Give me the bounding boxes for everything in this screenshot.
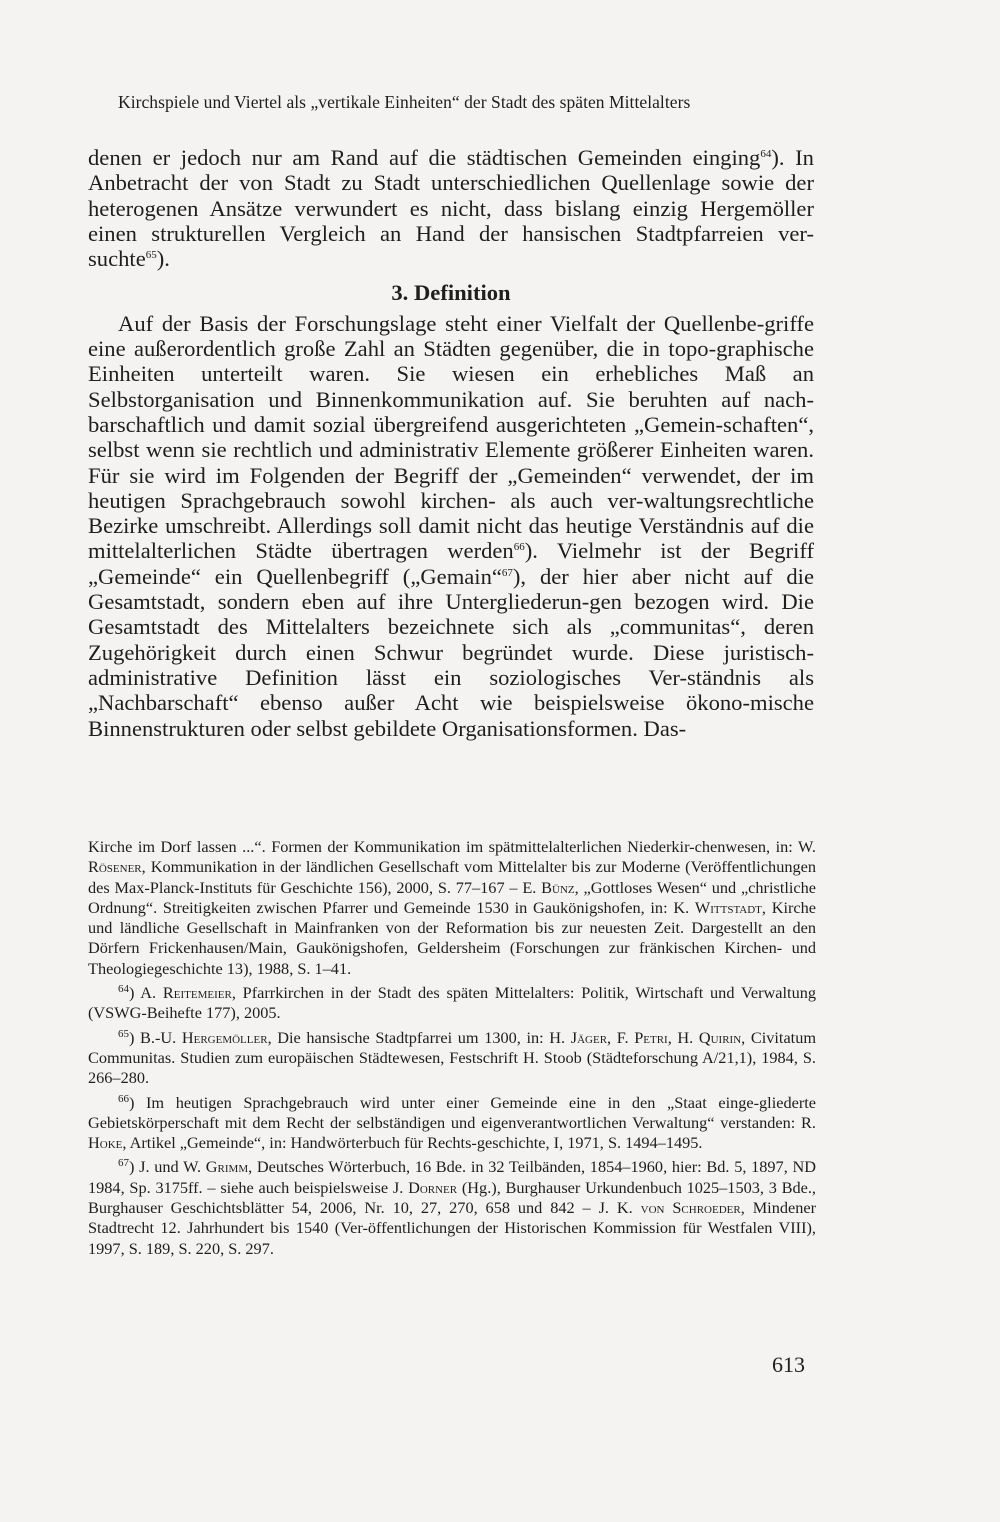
author-name: Bünz — [541, 877, 575, 897]
fn-text: ) A. — [129, 983, 163, 1003]
author-name: Grimm — [205, 1157, 249, 1177]
author-name: von Schroeder — [640, 1198, 741, 1218]
fn-text: , „Gottloses Wesen“ und „christliche Ordnung“. Streitigkeiten zwischen Pfarrer und Gemeinde 1530 in Gaukönigshofen, in: K. — [88, 877, 816, 917]
fn-text: , Civitatum Communitas. Studien zum europäischen Städtewesen, Festschrift H. Stoob (Städteforschung A/21,1), 1984, S. 266–280. — [88, 1027, 816, 1088]
fn-text: ) J. und W. — [129, 1157, 206, 1177]
footnote-64 — [88, 983, 816, 1024]
paragraph-1 — [88, 145, 814, 271]
author-name: Hoke — [88, 1133, 123, 1153]
author-name: Quirin — [698, 1027, 742, 1047]
author-name: Wittstadt — [694, 897, 762, 917]
footnote-number: 67 — [118, 1157, 129, 1170]
author-name: Rösener — [88, 857, 142, 877]
fn-text: ) B.-U. — [129, 1027, 182, 1047]
main-text — [88, 145, 814, 741]
footnote-65 — [88, 1028, 816, 1089]
footnotes — [88, 837, 816, 1263]
footnote-number: 65 — [118, 1027, 129, 1040]
footnote-ref-66[interactable]: 66 — [513, 541, 525, 554]
paragraph-1-text-b: ). In Anbetracht der von Stadt zu Stadt unterschiedlichen Quellenlage sowie der heterogenen Ansätze verwundert es nicht, dass bislang einzig Hergemöller einen strukturellen Vergleich an Hand der hansischen Stadtpfarreien ver-suchte — [88, 145, 814, 272]
fn-text: , H. — [667, 1027, 699, 1047]
fn-text: , Kirche und ländliche Gesellschaft in Mainfranken von der Reformation bis zur neuesten Zeit. Dargestellt an den Dörfern Frickenhausen/Main, Gaukönigshofen, Geldersheim (Forschungen zur fränkischen Kirchen- und Theologiegeschichte 13), 1988, S. 1–41. — [88, 897, 817, 978]
footnote-number: 66 — [118, 1092, 129, 1105]
paragraph-1-text-c: ). — [156, 246, 170, 272]
paragraph-2-text-c: ), der hier aber nicht auf die Gesamtstadt, sondern eben auf ihre Untergliederun-gen bezogen wird. Die Gesamtstadt des Mittelalters bezeichnete sich als „communitas“, deren Zugehörigkeit durch einen Schwur begründet wurde. Diese juristisch-administrative Definition lässt ein soziologisches Ver-ständnis als „Nachbarschaft“ ebenso außer Acht wie beispielsweise ökono-mische Binnenstrukturen oder selbst gebildete Organisationsformen. Das- — [88, 563, 814, 741]
paragraph-1-text-a: denen er jedoch nur am Rand auf die städtischen Gemeinden einging — [88, 145, 761, 170]
fn-text: , Mindener Stadtrecht 12. Jahrhundert bis 1540 (Ver-öffentlichungen der Historischen Kommission für Westfalen VIII), 1997, S. 189, S. 220, S. 297. — [88, 1198, 816, 1258]
fn-text: , F. — [607, 1027, 635, 1047]
section-heading: 3. Definition — [391, 280, 511, 306]
fn-text: , Pfarrkirchen in der Stadt des späten Mittelalters: Politik, Wirtschaft und Verwaltung (VSWG-Beihefte 177), 2005. — [88, 983, 816, 1023]
fn-text: (Hg.), Burghauser Urkundenbuch 1025–1503, 3 Bde., Burghauser Geschichtsblätter 54, 2006, Nr. 10, 27, 270, 658 und 842 – J. K. — [88, 1177, 816, 1218]
fn-text: , Artikel „Gemeinde“, in: Handwörterbuch für Rechts-geschichte, I, 1971, S. 1494–1495. — [122, 1133, 703, 1153]
fn-text: , Kommunikation in der ländlichen Gesellschaft vom Mittelalter bis zur Moderne (Veröffentlichungen des Max-Planck-Instituts für Geschichte 156), 2000, S. 77–167 – E. — [88, 857, 816, 897]
paragraph-2-text-b: ). Vielmehr ist der Begriff „Gemeinde“ ein Quellenbegriff („Gemain“ — [88, 538, 814, 589]
fn-text: , Deutsches Wörterbuch, 16 Bde. in 32 Teilbänden, 1854–1960, hier: Bd. 5, 1897, ND 1984, Sp. 3175ff. – siehe auch beispielsweise J. — [88, 1157, 817, 1197]
author-name: Hergemöller — [181, 1027, 268, 1047]
author-name: Dorner — [408, 1177, 458, 1197]
footnote-ref-67[interactable]: 67 — [501, 566, 513, 579]
footnote-ref-64[interactable]: 64 — [760, 148, 772, 160]
running-head: Kirchspiele und Viertel als „vertikale Einheiten“ der Stadt des späten Mittelalters — [118, 92, 691, 112]
page-number: 613 — [772, 1352, 805, 1377]
author-name: Jäger — [570, 1027, 608, 1047]
footnote-number: 64 — [118, 983, 129, 996]
author-name: Petri — [634, 1027, 668, 1047]
paragraph-2 — [88, 311, 814, 741]
fn-text: , Die hansische Stadtpfarrei um 1300, in: H. — [267, 1027, 571, 1047]
footnote-continuation — [88, 837, 816, 979]
footnote-66 — [88, 1093, 816, 1154]
footnote-67 — [88, 1157, 816, 1258]
fn-text: Kirche im Dorf lassen ...“. Formen der Kommunikation im spätmittelalterlichen Niederkir-chenwesen, in: W. — [88, 837, 816, 856]
author-name: Reitemeier — [162, 983, 232, 1003]
fn-text: ) Im heutigen Sprachgebrauch wird unter einer Gemeinde eine in den „Staat einge-gliederte Gebietskörperschaft mit dem Recht der selbständigen und eigenverantwortlichen Verwaltung“ verstanden: R. — [88, 1092, 816, 1132]
paragraph-2-text-a: Auf der Basis der Forschungslage steht einer Vielfalt der Quellenbe-griffe eine außerordentlich große Zahl an Städten gegenüber, die in topo-graphische Einheiten unterteilt waren. Sie wiesen ein erhebliches Maß an Selbstorganisation und Binnenkommunikation auf. Sie beruhten auf nach-barschaftlich und damit sozial übergreifend ausgerichteten „Gemein-schaften“, selbst wenn sie rechtlich und administrativ Elemente größerer Einheiten waren. Für sie wird im Folgenden der Begriff der „Gemeinden“ verwendet, der im heutigen Sprachgebrauch sowohl kirchen- als auch ver-waltungsrechtliche Bezirke umschreibt. Allerdings soll damit nicht das heutige Verständnis auf die mittelalterlichen Städte übertragen werden — [88, 310, 814, 564]
footnote-ref-65[interactable]: 65 — [145, 249, 157, 262]
